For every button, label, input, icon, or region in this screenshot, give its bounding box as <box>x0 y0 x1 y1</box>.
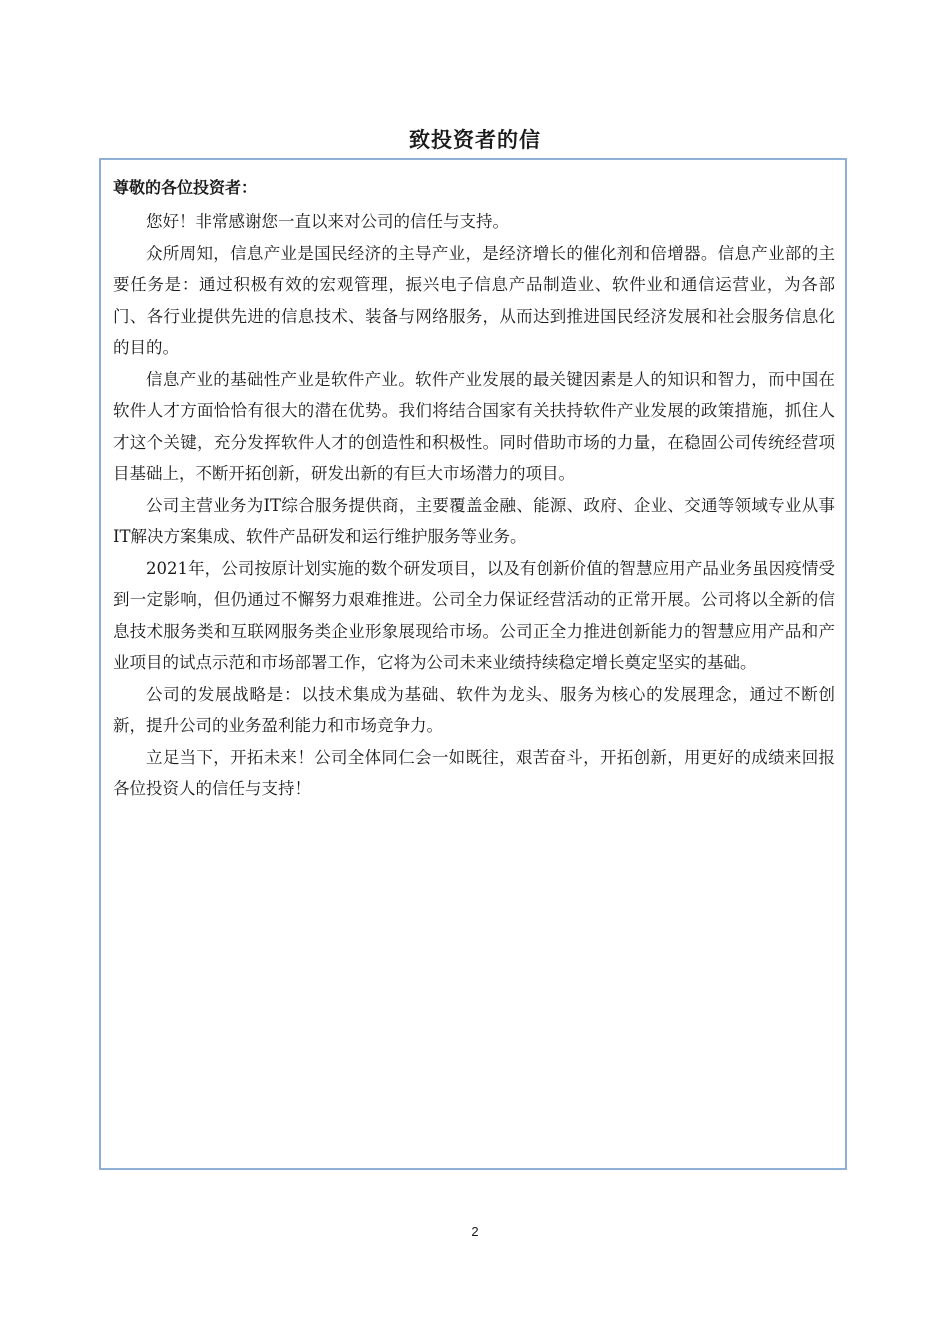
paragraph-strategy: 公司的发展战略是：以技术集成为基础、软件为龙头、服务为核心的发展理念，通过不断创新，提升公司的业务盈利能力和市场竞争力。 <box>113 684 835 735</box>
paragraph-greeting: 您好！非常感谢您一直以来对公司的信任与支持。 <box>146 212 509 231</box>
paragraph-industry: 众所周知，信息产业是国民经济的主导产业，是经济增长的催化剂和倍增器。信息产业部的主要任务是：通过积极有效的宏观管理，振兴电子信息产品制造业、软件业和通信运营业，为各部门、各行业提供先进的信息技术、装备与网络服务，从而达到推进国民经济发展和社会服务信息化的目的。 <box>113 243 835 357</box>
letter-box <box>99 158 847 1170</box>
letter-body <box>113 172 835 805</box>
salutation: 尊敬的各位投资者： <box>113 178 258 197</box>
page-number: 2 <box>471 1224 479 1239</box>
paragraph-closing: 立足当下，开拓未来！公司全体同仁会一如既往，艰苦奋斗，开拓创新，用更好的成绩来回报各位投资人的信任与支持！ <box>113 747 835 798</box>
paragraph-software: 信息产业的基础性产业是软件产业。软件产业发展的最关键因素是人的知识和智力，而中国在软件人才方面恰恰有很大的潜在优势。我们将结合国家有关扶持软件产业发展的政策措施，抓住人才这个关键，充分发挥软件人才的创造性和积极性。同时借助市场的力量，在稳固公司传统经营项目基础上，不断开拓创新，研发出新的有巨大市场潜力的项目。 <box>113 369 835 483</box>
page-title: 致投资者的信 <box>409 128 541 152</box>
paragraph-2021: 2021年，公司按原计划实施的数个研发项目，以及有创新价值的智慧应用产品业务虽因疫情受到一定影响，但仍通过不懈努力艰难推进。公司全力保证经营活动的正常开展。公司将以全新的信息技术服务类和互联网服务类企业形象展现给市场。公司正全力推进创新能力的智慧应用产品和产业项目的试点示范和市场部署工作，它将为公司未来业绩持续稳定增长奠定坚实的基础。 <box>113 558 835 672</box>
paragraph-business: 公司主营业务为IT综合服务提供商，主要覆盖金融、能源、政府、企业、交通等领域专业从事IT解决方案集成、软件产品研发和运行维护服务等业务。 <box>113 495 835 546</box>
